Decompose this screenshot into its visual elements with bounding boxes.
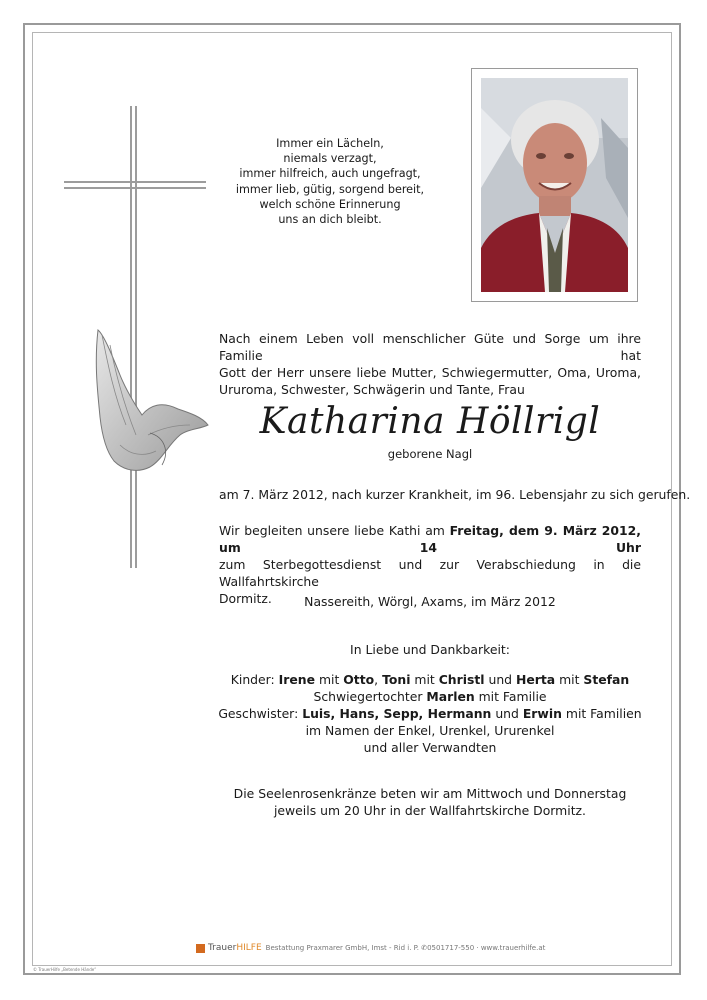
place-date: Nassereith, Wörgl, Axams, im März 2012 <box>304 594 556 609</box>
family-name-run: Schwiegertochter <box>313 689 427 704</box>
poem-line: niemals verzagt, <box>283 152 377 166</box>
family-name-run: Irene <box>278 672 316 687</box>
family-list <box>200 671 660 756</box>
funeral-line: Dormitz. <box>219 591 272 606</box>
poem <box>225 136 435 227</box>
gratitude-line: In Liebe und Dankbarkeit: <box>350 642 510 657</box>
poem-line: uns an dich bleibt. <box>278 213 382 227</box>
family-name-run: mit <box>555 672 584 687</box>
family-name-run: und <box>491 706 523 721</box>
family-name-run: Christl <box>438 672 485 687</box>
copyright-note: © TrauerHilfe „Betende Hände“ <box>33 967 97 972</box>
rosary-line: Die Seelenrosenkränze beten wir am Mittwoch und Donnerstag <box>233 786 627 801</box>
footer <box>196 943 556 957</box>
funeral-line: zum Sterbegottesdienst und zur Verabschiedung in die Wallfahrtskirche <box>219 557 641 589</box>
poem-line: Immer ein Lächeln, <box>276 137 384 150</box>
family-kinder <box>200 671 660 688</box>
family-name-run: mit Familie <box>474 689 547 704</box>
family-name-run: Marlen <box>426 689 475 704</box>
footer-info: Bestattung Praxmarer GmbH, Imst - Rid i. P. ✆0501717-550 · www.trauerhilfe.at <box>265 944 546 952</box>
intro-line: Nach einem Leben voll menschlicher Güte und Sorge um ihre Familie hat <box>219 331 641 363</box>
family-name-run: und <box>484 672 516 687</box>
poem-line: immer hilfreich, auch ungefragt, <box>239 167 421 181</box>
portrait-photo <box>481 78 628 292</box>
portrait-frame <box>471 68 638 302</box>
intro-paragraph <box>219 330 641 398</box>
family-name-run: Luis, Hans, Sepp, Hermann <box>302 706 492 721</box>
maiden-name: geborene Nagl <box>387 447 473 461</box>
family-name-run: mit <box>315 672 344 687</box>
family-schwiegertochter <box>200 688 660 705</box>
family-line: im Namen der Enkel, Urenkel, Ururenkel <box>305 723 555 738</box>
intro-line: Ururoma, Schwester, Schwägerin und Tante, Frau <box>219 382 525 397</box>
family-name-run: , <box>374 672 383 687</box>
rosary-notice <box>200 785 660 819</box>
death-line: am 7. März 2012, nach kurzer Krankheit, im 96. Lebensjahr zu sich gerufen. <box>219 487 691 502</box>
family-name-run: Stefan <box>583 672 630 687</box>
brand-part-b: HILFE <box>236 943 262 953</box>
praying-hands-icon <box>90 325 210 475</box>
family-name-run: mit Familien <box>561 706 642 721</box>
deceased-name: Katharina Höllrigl <box>259 401 601 442</box>
rosary-line: jeweils um 20 Uhr in der Wallfahrtskirche Dormitz. <box>273 803 586 818</box>
family-name-run: Otto <box>343 672 375 687</box>
poem-line: immer lieb, gütig, sorgend bereit, <box>235 182 425 196</box>
funeral-date: Freitag, dem 9. März 2012, um 14 Uhr <box>219 523 641 555</box>
family-name-run: Herta <box>515 672 556 687</box>
family-geschwister <box>200 705 660 722</box>
family-name-run: Erwin <box>522 706 562 721</box>
funeral-pre: Wir begleiten unsere liebe Kathi am <box>219 523 450 538</box>
kinder-label: Kinder: <box>230 672 279 687</box>
family-name-run: Toni <box>382 672 411 687</box>
family-name-run: Geschwister: <box>218 706 303 721</box>
trauerhilfe-logo-icon <box>196 944 205 953</box>
brand-part-a: Trauer <box>208 943 237 953</box>
poem-line: welch schöne Erinnerung <box>259 197 401 211</box>
family-line: und aller Verwandten <box>363 740 497 755</box>
family-name-run: mit <box>410 672 439 687</box>
intro-line: Gott der Herr unsere liebe Mutter, Schwiegermutter, Oma, Uroma, <box>219 365 641 380</box>
